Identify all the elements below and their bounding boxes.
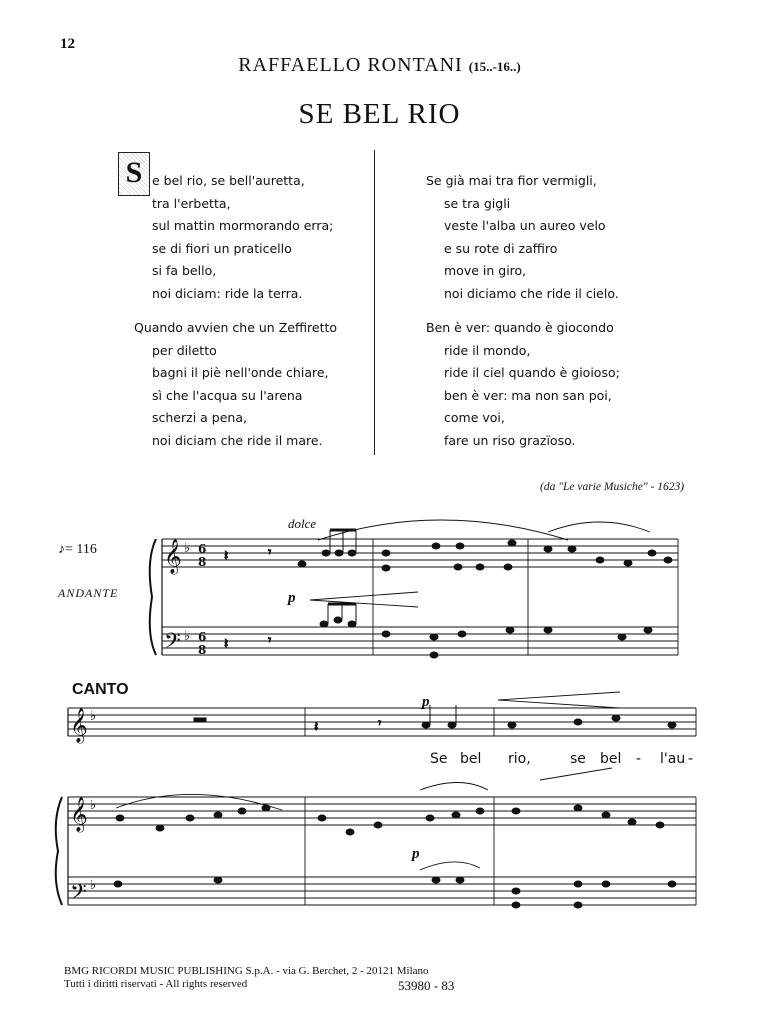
- lyric-syllable: se: [570, 751, 586, 767]
- staff-piano-bass-2: [68, 877, 696, 905]
- poem-line: se tra gigli: [444, 195, 511, 211]
- dynamic-piano: p: [288, 590, 296, 606]
- lyric-syllable: bel: [600, 751, 622, 767]
- poem-line: noi diciamo che ride il cielo.: [444, 285, 619, 301]
- tempo-mark: ♪= 116: [58, 542, 97, 557]
- poem-line: per diletto: [152, 342, 217, 358]
- poem-line: se di fiori un praticello: [152, 240, 292, 256]
- svg-text:𝄞: 𝄞: [164, 539, 182, 574]
- poem-line: sul mattin mormorando erra;: [152, 218, 334, 234]
- poem-line: Quando avvien che un Zeffiretto: [134, 320, 338, 335]
- lyric-syllable: l'au: [660, 751, 686, 767]
- dolce-marking: dolce: [288, 516, 317, 531]
- svg-text:𝄽: 𝄽: [224, 548, 229, 564]
- svg-text:𝄞: 𝄞: [70, 708, 88, 743]
- poem-line: bagni il piè nell'onde chiare,: [152, 365, 329, 381]
- svg-text:6: 6: [198, 630, 207, 644]
- poem-line: si fa bello,: [152, 263, 217, 279]
- song-title: SE BEL RIO: [298, 98, 461, 130]
- svg-text:♭: ♭: [184, 541, 191, 556]
- poem-line: Se già mai tra fior vermigli,: [426, 173, 597, 188]
- composer-dates: (15..-16..): [468, 59, 521, 74]
- tempo-word: ANDANTE: [58, 586, 119, 600]
- poem-line: veste l'alba un aureo velo: [444, 218, 606, 234]
- poem-line: e su rote di zaffiro: [444, 240, 558, 256]
- svg-text:♭: ♭: [90, 798, 97, 813]
- page-number: 12: [60, 36, 75, 52]
- poem-line: Ben è ver: quando è giocondo: [426, 320, 614, 335]
- lyric-hyphen: -: [636, 751, 642, 767]
- svg-text:♭: ♭: [184, 629, 191, 644]
- dynamic-piano: p: [422, 694, 430, 710]
- plate-number: 53980 - 83: [398, 978, 455, 993]
- svg-text:𝄞: 𝄞: [70, 797, 88, 832]
- svg-text:♭: ♭: [90, 709, 97, 724]
- svg-text:♭: ♭: [90, 878, 97, 893]
- poem-line: sì che l'acqua su l'arena: [152, 387, 303, 403]
- poem-line: fare un riso grazïoso.: [444, 432, 576, 448]
- poem-line: scherzi a pena,: [152, 410, 247, 426]
- staff-piano-bass-1: [162, 627, 678, 655]
- svg-text:𝄾: 𝄾: [268, 633, 272, 647]
- svg-text:𝄾: 𝄾: [268, 545, 272, 559]
- lyric-syllable: rio,: [508, 751, 531, 767]
- poem-line: noi diciam: ride la terra.: [152, 285, 303, 301]
- lyric-hyphen: -: [688, 751, 694, 767]
- poem-line: ride il mondo,: [444, 342, 531, 358]
- poem-line: move in giro,: [444, 263, 527, 279]
- dynamic-piano: p: [412, 846, 420, 862]
- poem-line: e bel rio, se bell'auretta,: [152, 173, 305, 188]
- svg-text:𝄢: 𝄢: [164, 629, 181, 659]
- rights-line: Tutti i diritti riservati - All rights reserved: [64, 978, 248, 990]
- svg-text:8: 8: [198, 555, 207, 569]
- svg-text:8: 8: [198, 643, 207, 657]
- svg-text:𝄾: 𝄾: [378, 716, 382, 730]
- voice-label: CANTO: [72, 681, 129, 698]
- lyric-syllable: bel: [460, 751, 482, 767]
- dropcap-initial: S: [118, 152, 150, 196]
- poem-line: tra l'erbetta,: [152, 195, 231, 211]
- publisher-line: BMG RICORDI MUSIC PUBLISHING S.p.A. - via G. Berchet, 2 - 20121 Milano: [64, 965, 429, 977]
- poem-line: ben è ver: ma non san poi,: [444, 387, 612, 403]
- svg-text:6: 6: [198, 542, 207, 556]
- svg-text:𝄽: 𝄽: [314, 719, 319, 735]
- svg-text:𝄽: 𝄽: [224, 636, 229, 652]
- source-citation: (da "Le varie Musiche" - 1623): [540, 481, 685, 493]
- poem-line: noi diciam che ride il mare.: [152, 432, 323, 448]
- poem-line: come voi,: [444, 410, 505, 426]
- staff-canto: [68, 708, 696, 736]
- poem-line: ride il ciel quando è gioioso;: [444, 365, 620, 381]
- staff-piano-treble-2: [68, 797, 696, 825]
- svg-text:𝄢: 𝄢: [70, 880, 87, 910]
- lyric-syllable: Se: [430, 751, 448, 767]
- composer-name-text: RAFFAELLO RONTANI: [238, 54, 463, 76]
